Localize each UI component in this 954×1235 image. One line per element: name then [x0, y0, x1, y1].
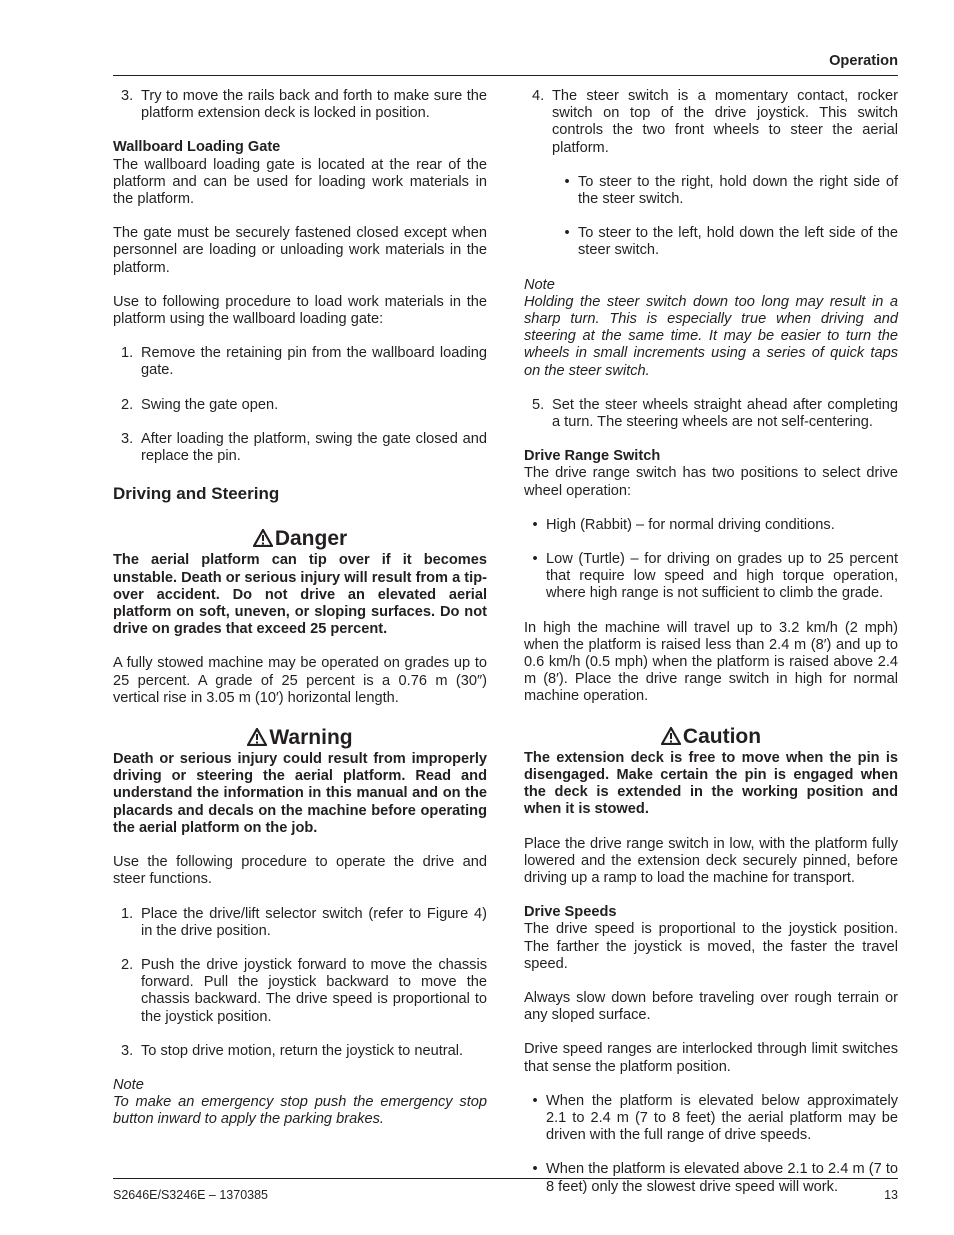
speed-bullet: When the platform is elevated above 2.1 to 2.4 m (7 to 8 feet) only the slowest drive speed will work. [546, 1161, 898, 1195]
high-paragraph: In high the machine will travel up to 3.2 km/h (2 mph) when the platform is raised less than 2.4 m (8′) and up to 0.6 km/h (0.5 mph) when the platform is raised above 2.4 m (8′). Place the drive range switch in high for normal machine operation. [524, 619, 898, 705]
page-number: 13 [884, 1188, 898, 1202]
right-column [524, 88, 898, 1213]
list-item: 5. Set the steer wheels straight ahead after completing a turn. The steering wheels are not self-centering. [532, 396, 898, 431]
low-paragraph: Place the drive range switch in low, with the platform fully lowered and the extension deck securely pinned, before driving up a ramp to load the machine for transport. [524, 835, 898, 886]
warning-triangle-icon [247, 728, 267, 751]
range-bullet: High (Rabbit) – for normal driving conditions. [546, 516, 835, 533]
list-item: 2. Swing the gate open. [113, 397, 487, 414]
wallboard-paragraph: The gate must be securely fastened closed except when personnel are loading or unloading work materials in the platform. [113, 225, 487, 276]
steer-bullet: To steer to the right, hold down the right side of the steer switch. [578, 173, 898, 208]
list-item: 1. Remove the retaining pin from the wallboard loading gate. [121, 345, 487, 379]
speeds-paragraph: Drive speed ranges are interlocked through limit switches that sense the platform position. [524, 1041, 898, 1075]
wallboard-heading: Wallboard Loading Gate [113, 139, 281, 156]
bullet-icon: • [532, 1092, 538, 1109]
list-item: 2. Push the drive joystick forward to move the chassis forward. Pull the joystick backward to move the chassis backward. The drive speed is proportional to the joystick position. [121, 956, 487, 1025]
step-rails-text: Try to move the rails back and forth to make sure the platform extension deck is locked in position. [141, 88, 487, 122]
speeds-paragraph: The drive speed is proportional to the joystick position. The farther the joystick is moved, the faster the travel speed. [524, 921, 898, 972]
steer-step: Set the steer wheels straight ahead after completing a turn. The steering wheels are not self-centering. [552, 396, 898, 431]
procedure-paragraph: Use the following procedure to operate the drive and steer functions. [113, 854, 487, 888]
list-item [556, 225, 898, 259]
wallboard-paragraph: The wallboard loading gate is located at the rear of the platform and can be used for loading work materials in the platform. [113, 156, 487, 208]
note-label: Note [113, 1076, 144, 1093]
footer-model: S2646E/S3246E – 1370385 [113, 1188, 268, 1202]
left-column [113, 88, 487, 1146]
list-item [556, 174, 898, 208]
list-item [524, 517, 898, 534]
list-item: 3. To stop drive motion, return the joystick to neutral. [113, 1043, 487, 1060]
note-body: Holding the steer switch down too long may result in a sharp turn. This is especially true when driving and steering at the same time. It may be easier to turn the wheels in small increments using a series of quick taps on the steer switch. [524, 293, 898, 379]
range-heading: Drive Range Switch [524, 448, 661, 465]
footer-rule [113, 1178, 898, 1179]
speeds-heading: Drive Speeds [524, 904, 617, 921]
note-label: Note [524, 276, 555, 293]
bullet-icon: • [564, 225, 570, 242]
bullet-icon: • [532, 516, 538, 533]
range-bullet: Low (Turtle) – for driving on grades up to 25 percent that require low speed and high torque operation, where high range is not sufficient to climb the grade. [546, 551, 898, 602]
list-item [524, 1093, 898, 1145]
speeds-paragraph: Always slow down before traveling over rough terrain or any sloped surface. [524, 989, 898, 1024]
caution-title: Caution [524, 726, 898, 750]
wallboard-step: After loading the platform, swing the gate closed and replace the pin. [141, 430, 487, 465]
bullet-icon: • [532, 551, 538, 568]
danger-title: Danger [113, 528, 487, 552]
drive-step: To stop drive motion, return the joystick to neutral. [141, 1042, 464, 1059]
list-item: 1. Place the drive/lift selector switch (refer to Figure 4) in the drive position. [121, 905, 487, 939]
wallboard-step: Remove the retaining pin from the wallboard loading gate. [141, 345, 487, 379]
warning-body: Death or serious injury could result from improperly driving or steering the aerial platform. Read and understand the information in this manual and on the placards and decals on the machine before operating the aerial platform on the job. [113, 751, 487, 836]
list-item: 3. Try to move the rails back and forth to make sure the platform extension deck is locked in position. [121, 88, 487, 122]
warning-triangle-icon [661, 727, 681, 750]
range-paragraph: The drive range switch has two positions to select drive wheel operation: [524, 465, 898, 499]
steer-bullet: To steer to the left, hold down the left side of the steer switch. [578, 225, 898, 259]
list-item: 4. The steer switch is a momentary contact, rocker switch on top of the drive joystick. This switch controls the two front wheels to steer the aerial platform. [532, 88, 898, 156]
steer-step: The steer switch is a momentary contact, rocker switch on top of the drive joystick. This switch controls the two front wheels to steer the aerial platform. [552, 88, 898, 156]
danger-body: The aerial platform can tip over if it becomes unstable. Death or serious injury will result from a tip-over accident. Do not drive an elevated aerial platform on soft, uneven, or sloping surfaces. Do not drive on grades that exceed 25 percent. [113, 552, 487, 638]
driving-section-title: Driving and Steering [113, 484, 280, 504]
header-rule [113, 75, 898, 76]
bullet-icon: • [564, 173, 570, 190]
wallboard-step: Swing the gate open. [141, 396, 279, 413]
stowed-paragraph: A fully stowed machine may be operated on grades up to 25 percent. A grade of 25 percent is a 0.76 m (30″) vertical rise in 3.05 m (10′) horizontal length. [113, 655, 487, 706]
caution-body: The extension deck is free to move when the pin is disengaged. Make certain the pin is engaged when the deck is extended in the working position and when it is stowed. [524, 749, 898, 818]
warning-triangle-icon [253, 529, 273, 552]
note-body: To make an emergency stop push the emergency stop button inward to apply the parking brakes. [113, 1094, 487, 1128]
bullet-icon: • [532, 1161, 538, 1178]
warning-title: Warning [113, 727, 487, 751]
section-header: Operation [829, 53, 898, 69]
list-item: 3. After loading the platform, swing the gate closed and replace the pin. [121, 430, 487, 465]
drive-step: Place the drive/lift selector switch (refer to Figure 4) in the drive position. [141, 905, 487, 939]
speed-bullet: When the platform is elevated below approximately 2.1 to 2.4 m (7 to 8 feet) the aerial platform may be driven with the full range of drive speeds. [546, 1092, 898, 1144]
list-item [524, 551, 898, 603]
drive-step: Push the drive joystick forward to move the chassis forward. Pull the joystick backward to move the chassis backward. The drive speed is proportional to the joystick position. [141, 956, 487, 1025]
wallboard-paragraph: Use to following procedure to load work materials in the platform using the wallboard loading gate: [113, 293, 487, 328]
